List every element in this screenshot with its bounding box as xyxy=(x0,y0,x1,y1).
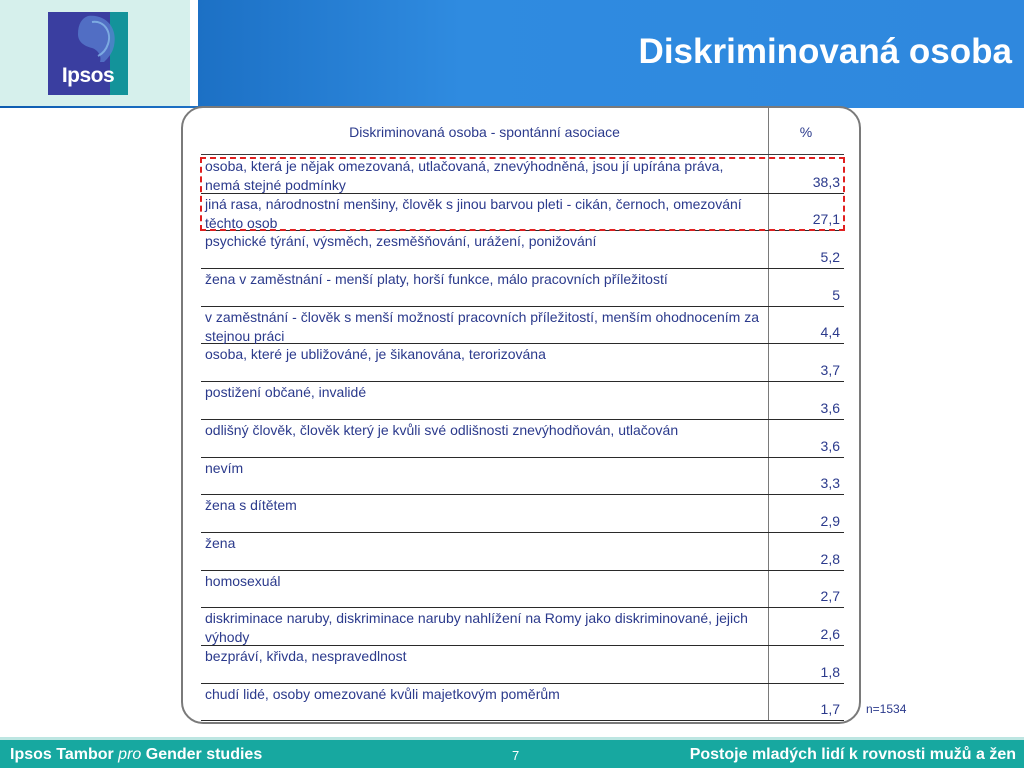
logo-panel xyxy=(0,0,190,106)
page-title: Diskriminovaná osoba xyxy=(638,32,1012,71)
row-value: 3,6 xyxy=(820,399,840,416)
table-row xyxy=(201,420,844,458)
footer-source-pro: pro xyxy=(118,746,142,763)
row-label: žena xyxy=(205,534,236,551)
sample-size-note: n=1534 xyxy=(866,702,907,716)
footer-title: Postoje mladých lidí k rovnosti mužů a žen xyxy=(689,746,1016,763)
row-value: 2,6 xyxy=(820,625,840,642)
table-row xyxy=(201,571,844,609)
footer-bar xyxy=(0,740,1024,768)
table-row xyxy=(201,231,844,269)
table-row xyxy=(201,608,844,646)
table-row xyxy=(201,458,844,496)
table-header-percent: % xyxy=(799,124,813,140)
row-value: 2,7 xyxy=(820,588,840,605)
row-label: nevím xyxy=(205,459,244,476)
row-label: žena s dítětem xyxy=(205,497,297,514)
row-label: diskriminace naruby, diskriminace naruby nahlížení na Romy jako diskriminované, jejich výhody xyxy=(205,610,748,646)
page-number: 7 xyxy=(512,748,520,763)
row-label: osoba, která je nějak omezovaná, utlačovaná, znevýhodněná, jsou jí upírána práva, nemá stejné podmínky xyxy=(205,158,724,193)
row-value: 1,7 xyxy=(820,701,840,718)
row-value: 4,4 xyxy=(820,324,840,341)
table-header-label: Diskriminovaná osoba - spontánní asociace xyxy=(349,124,620,140)
row-label: homosexuál xyxy=(205,572,281,589)
footer-source-a: Ipsos Tambor xyxy=(10,746,119,763)
row-value: 27,1 xyxy=(812,211,840,228)
logo-text: Ipsos xyxy=(61,64,115,87)
row-value: 5 xyxy=(832,286,840,303)
row-label: osoba, které je ubližováné, je šikanována, terorizována xyxy=(205,346,546,363)
row-label: bezpráví, křivda, nespravedlnost xyxy=(205,647,407,664)
row-value: 3,3 xyxy=(820,475,840,492)
row-label: postižení občané, invalidé xyxy=(205,384,367,401)
footer-source-b: Gender studies xyxy=(141,746,263,763)
footer-source xyxy=(10,746,262,764)
row-value: 1,8 xyxy=(820,663,840,680)
table-header xyxy=(201,118,844,154)
table-row xyxy=(201,344,844,382)
table-row xyxy=(201,194,844,232)
table-row xyxy=(201,156,844,194)
row-value: 3,7 xyxy=(820,362,840,379)
row-label: psychické týrání, výsměch, zesměšňování, urážení, ponižování xyxy=(205,233,597,250)
ipsos-logo xyxy=(48,12,128,95)
table-row xyxy=(201,269,844,307)
table-body xyxy=(201,156,844,721)
row-label: v zaměstnání - člověk s menší možností pracovních příležitostí, menším ohodnocením za stejnou práci xyxy=(205,308,760,344)
row-label: odlišný člověk, člověk který je kvůli své odlišnosti znevýhodňován, utlačován xyxy=(205,421,679,438)
table-row xyxy=(201,382,844,420)
row-value: 2,8 xyxy=(820,550,840,567)
table-row xyxy=(201,684,844,722)
row-label: žena v zaměstnání - menší platy, horší funkce, málo pracovních příležitostí xyxy=(205,271,668,288)
table-row xyxy=(201,646,844,684)
table-row xyxy=(201,307,844,345)
row-value: 5,2 xyxy=(820,249,840,266)
row-label: jiná rasa, národnostní menšiny, člověk s jinou barvou pleti - cikán, černoch, omezování těchto osob xyxy=(205,195,742,231)
table-row xyxy=(201,495,844,533)
header-separator xyxy=(201,154,844,155)
row-label: chudí lidé, osoby omezované kvůli majetkovým poměrům xyxy=(205,685,560,702)
row-value: 38,3 xyxy=(812,173,840,190)
row-value: 2,9 xyxy=(820,512,840,529)
row-value: 3,6 xyxy=(820,437,840,454)
table-row xyxy=(201,533,844,571)
logo-divider xyxy=(190,0,198,106)
